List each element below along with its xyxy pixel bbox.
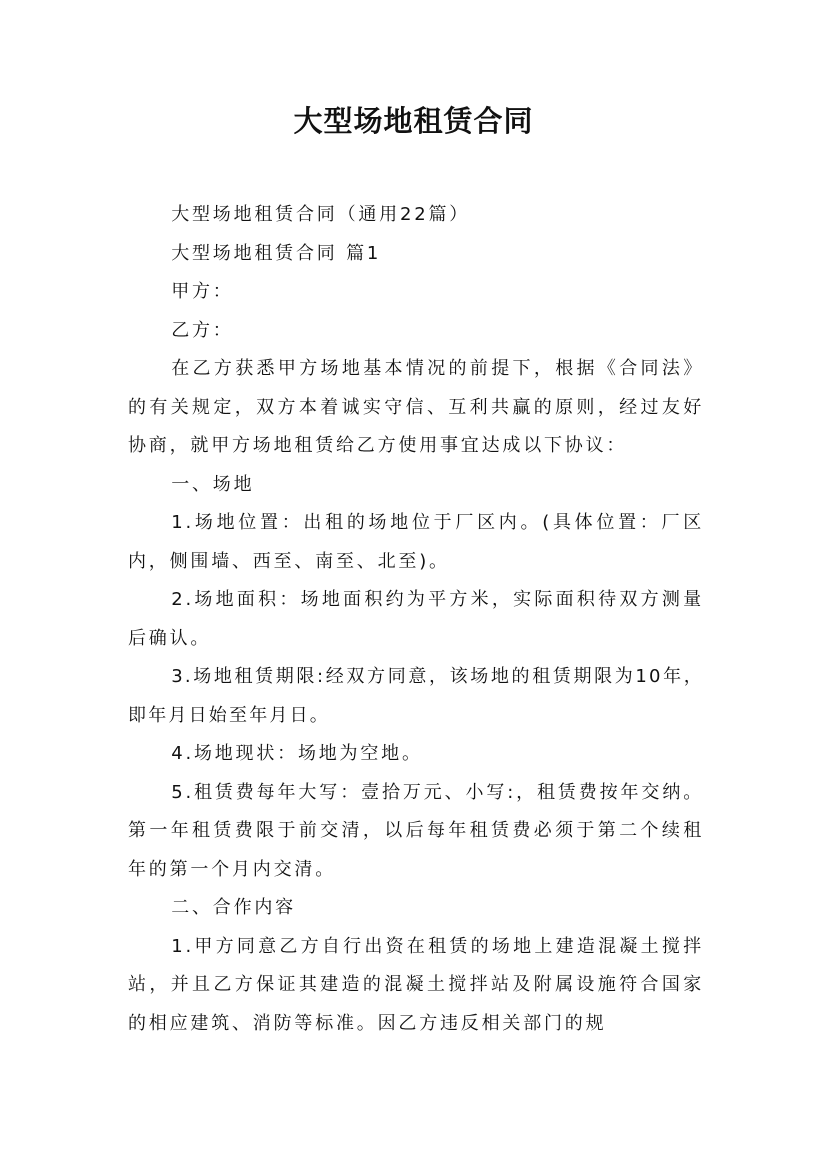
paragraph-lease-term: 3.场地租赁期限:经双方同意，该场地的租赁期限为10年，即年月日始至年月日。 [128, 666, 704, 726]
document-title: 大型场地租赁合同 [293, 104, 534, 138]
paragraph-site-area: 2.场地面积：场地面积约为平方米，实际面积待双方测量后确认。 [128, 589, 704, 649]
document-body [128, 196, 704, 1043]
paragraph-preamble: 在乙方获悉甲方场地基本情况的前提下，根据《合同法》的有关规定，双方本着诚实守信、互利共赢的原则，经过友好协商，就甲方场地租赁给乙方使用事宜达成以下协议： [128, 358, 704, 456]
paragraph-cooperation-1: 1.甲方同意乙方自行出资在租赁的场地上建造混凝土搅拌站，并且乙方保证其建造的混凝土搅拌站及附属设施符合国家的相应建筑、消防等标准。因乙方违反相关部门的规 [128, 935, 704, 1034]
paragraph-site-location: 1.场地位置：出租的场地位于厂区内。(具体位置：厂区内，侧围墙、西至、南至、北至)。 [128, 512, 704, 572]
paragraph-heading-cooperation: 二、合作内容 [171, 897, 296, 918]
paragraph-heading-site: 一、场地 [171, 473, 255, 495]
paragraph-section-heading: 大型场地租赁合同 篇1 [171, 242, 382, 264]
paragraph-rent: 5.租赁费每年大写：壹拾万元、小写:，租赁费按年交纳。第一年租赁费限于前交清，以后每年租赁费必须于第二个续租年的第一个月内交清。 [128, 781, 704, 880]
paragraph-party-b: 乙方： [171, 319, 234, 341]
paragraph-subtitle: 大型场地租赁合同（通用22篇） [171, 204, 471, 225]
paragraph-party-a: 甲方： [171, 281, 234, 302]
paragraph-site-status: 4.场地现状：场地为空地。 [171, 743, 423, 764]
